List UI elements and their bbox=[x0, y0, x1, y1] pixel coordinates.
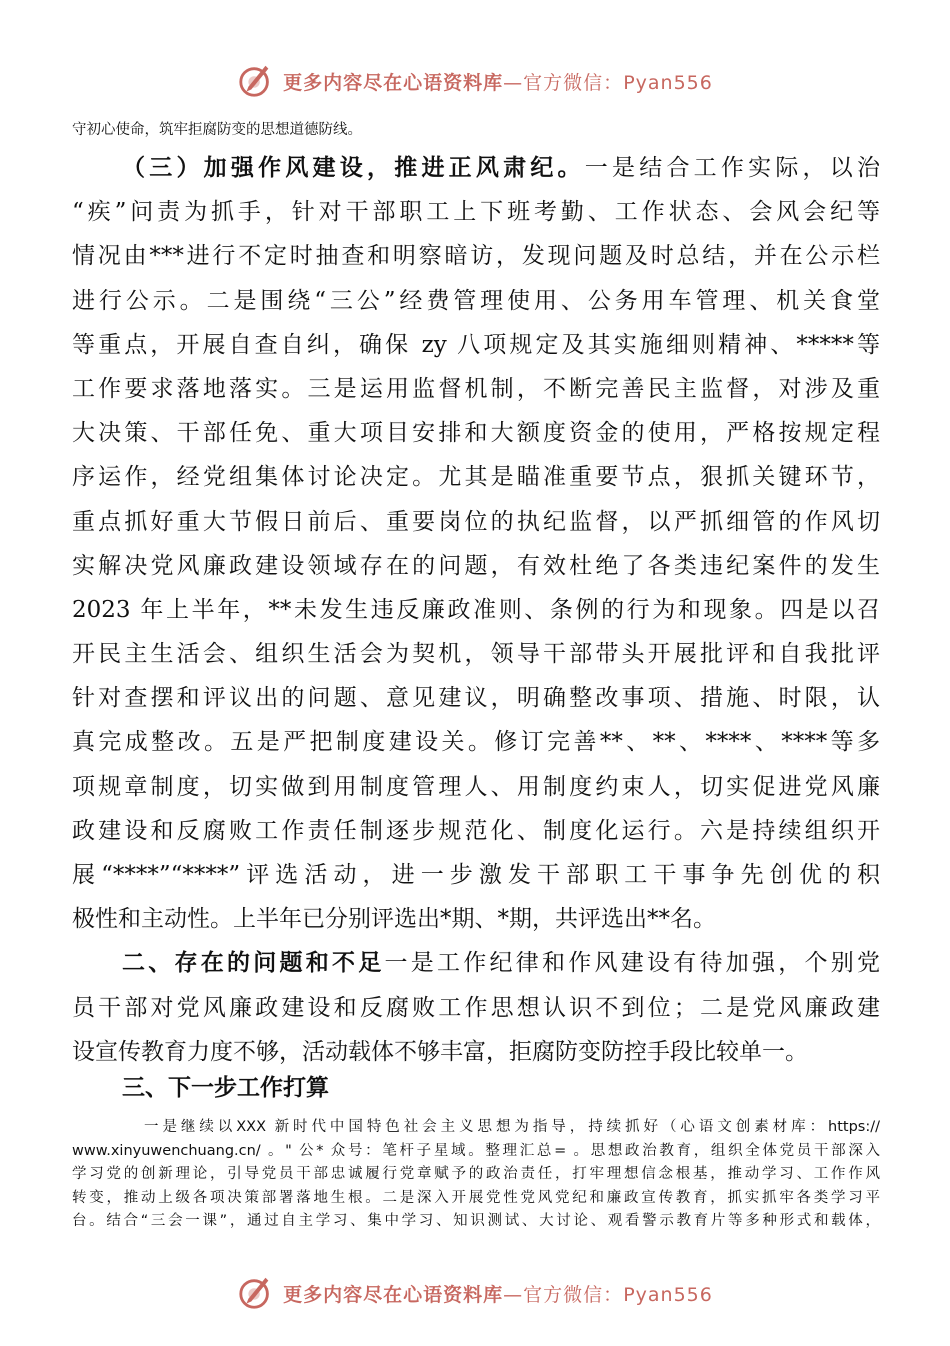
text-line: 真完成整改。五是严把制度建设关。修订完善**、**、****、****等多 bbox=[72, 729, 880, 756]
text-line: 开民主生活会、组织生活会为契机，领导干部带头开展批评和自我批评 bbox=[72, 641, 880, 668]
problems-heading: 二、存在的问题和不足 bbox=[122, 950, 385, 977]
banner-text: 更多内容尽在心语资料库—官方微信：Pyan556 bbox=[283, 71, 713, 94]
small-text-line: 一是继续以XXX 新时代中国特色社会主义思想为指导，持续抓好（心语文创素材库：https:// bbox=[144, 1119, 880, 1135]
text-line: 政建设和反腐败工作责任制逐步规范化、制度化运行。六是持续组织开 bbox=[72, 817, 880, 844]
text-line: 设宣传教育力度不够，活动载体不够丰富，拒腐防变防控手段比较单一。 bbox=[72, 1038, 808, 1065]
text-line: 2023 年上半年，**未发生违反廉政准则、条例的行为和现象。四是以召 bbox=[72, 596, 880, 623]
section-3-paragraph bbox=[72, 146, 880, 1074]
text-line: 等重点，开展自查自纠，确保 zy 八项规定及其实施细则精神、*****等 bbox=[72, 331, 880, 358]
text-line: 项规章制度，切实做到用制度管理人、用制度约束人，切实促进党风廉 bbox=[72, 773, 880, 800]
text-line: 展“****”“****”评选活动，进一步激发干部职工干事争先创优的积 bbox=[72, 862, 880, 888]
problems-first-line: 二、存在的问题和不足一是工作纪律和作风建设有待加强，个别党 bbox=[122, 950, 880, 977]
footer-watermark-banner bbox=[0, 1270, 950, 1316]
text-line: 实解决党风廉政建设领域存在的问题，有效杜绝了各类违纪案件的发生 bbox=[72, 552, 880, 579]
text-line: 大决策、干部任免、重大项目安排和大额度资金的使用，严格按规定程 bbox=[72, 420, 880, 447]
pen-logo-icon bbox=[237, 62, 275, 100]
small-text-line: 台。结合“三会一课”，通过自主学习、集中学习、知识测试、大讨论、观看警示教育片等多种形式和载体， bbox=[72, 1213, 880, 1229]
text-line: 重点抓好重大节假日前后、重要岗位的执纪监督，以严抓细管的作风切 bbox=[72, 508, 880, 535]
text-line: 情况由***进行不定时抽查和明察暗访，发现问题及时总结，并在公示栏 bbox=[72, 243, 880, 270]
section-3-heading: （三）加强作风建设，推进正风肃纪。 bbox=[122, 155, 585, 181]
small-text-line: 学习党的创新理论，引导党员干部忠诚履行党章赋予的政治责任，打牢理想信念根基，推动学习、工作作风 bbox=[72, 1166, 880, 1182]
next-steps-paragraph bbox=[72, 1116, 880, 1234]
pen-logo-icon bbox=[237, 1274, 275, 1312]
text-line: 序运作，经党组集体讨论决定。尤其是瞄准重要节点，狠抓关键环节， bbox=[72, 464, 880, 491]
text-line: “疾”问责为抓手，针对干部职工上下班考勤、工作状态、会风会纪等 bbox=[72, 199, 880, 226]
header-watermark-banner bbox=[0, 58, 950, 104]
text-line: 进行公示。二是围绕“三公”经费管理使用、公务用车管理、机关食堂 bbox=[72, 287, 880, 314]
next-steps-heading: 三、下一步工作打算 bbox=[122, 1075, 329, 1101]
text-line: 极性和主动性。上半年已分别评选出*期、*期，共评选出**名。 bbox=[72, 906, 716, 933]
text-line: 员干部对党风廉政建设和反腐败工作思想认识不到位；二是党风廉政建 bbox=[72, 994, 880, 1021]
text-line: 工作要求落地落实。三是运用监督机制，不断完善民主监督，对涉及重 bbox=[72, 375, 880, 402]
small-text-line: 转变，推动上级各项决策部署落地生根。二是深入开展党性党风党纪和廉政宣传教育，抓实抓牢各类学习平 bbox=[72, 1189, 880, 1206]
carryover-line: 守初心使命，筑牢拒腐防变的思想道德防线。 bbox=[72, 122, 362, 138]
banner-text: 更多内容尽在心语资料库—官方微信：Pyan556 bbox=[283, 1283, 713, 1306]
section-3-first-line: （三）加强作风建设，推进正风肃纪。一是结合工作实际，以治 bbox=[122, 155, 880, 181]
small-text-line: www.xinyuwenchuang.cn/ 。" 公* 众号：笔杆子星域。整理汇总= 。思想政治教育，组织全体党员干部深入 bbox=[72, 1142, 880, 1159]
text-line: 针对查摆和评议出的问题、意见建议，明确整改事项、措施、时限，认 bbox=[72, 685, 880, 712]
